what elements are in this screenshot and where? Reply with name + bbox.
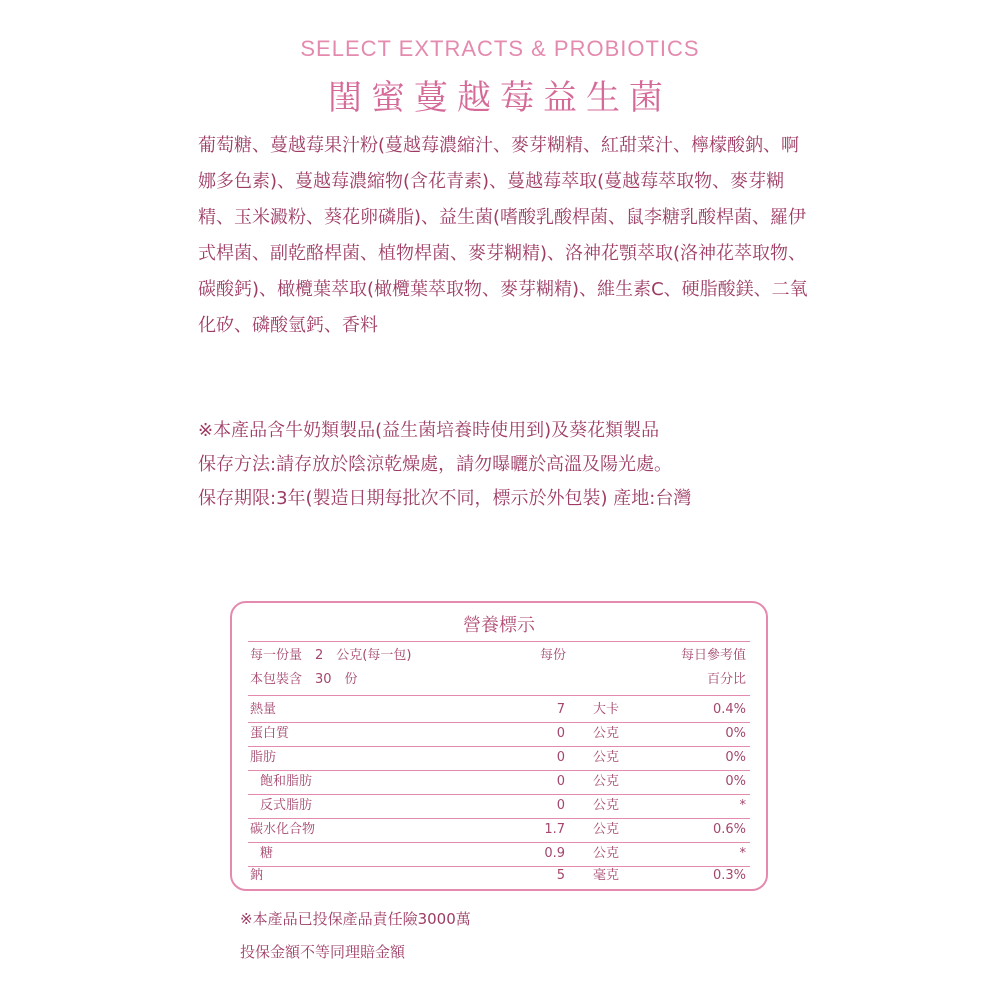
claim-note: 投保金額不等同理賠金額 bbox=[240, 943, 406, 961]
nutrient-label: 蛋白質 bbox=[250, 726, 290, 741]
nutrient-daily-value: 0.3% bbox=[712, 868, 746, 883]
nutrient-unit: 公克 bbox=[593, 846, 620, 861]
nutrient-daily-value: 0.6% bbox=[712, 822, 746, 837]
daily-value-header: 每日參考值 bbox=[680, 648, 746, 663]
nutrient-row bbox=[250, 795, 750, 817]
insurance-notes bbox=[240, 903, 760, 969]
brand-subtitle: SELECT EXTRACTS & PROBIOTICS bbox=[300, 36, 700, 61]
nutrient-value: 0 bbox=[556, 798, 565, 813]
nutrition-title: 營養標示 bbox=[463, 615, 535, 636]
nutrition-facts-panel bbox=[230, 601, 768, 891]
nutrient-unit: 公克 bbox=[593, 774, 620, 789]
nutrient-label: 脂肪 bbox=[250, 750, 277, 765]
nutrient-label: 飽和脂肪 bbox=[260, 774, 313, 789]
serving-size: 每一份量 2 公克(每一包) bbox=[250, 648, 412, 663]
nutrient-row bbox=[250, 723, 750, 745]
nutrient-label: 反式脂肪 bbox=[260, 798, 313, 813]
nutrient-row bbox=[250, 771, 750, 793]
allergen-note: ※本產品含牛奶類製品(益生菌培養時使用到)及葵花類製品 bbox=[198, 420, 660, 441]
nutrient-row bbox=[250, 819, 750, 841]
servings-per-package: 本包裝含 30 份 bbox=[250, 672, 358, 687]
shelf-life-note: 保存期限:3年(製造日期每批次不同，標示於外包裝) 產地:台灣 bbox=[198, 488, 692, 509]
ingredients-list: 葡萄糖、蔓越莓果汁粉(蔓越莓濃縮汁、麥芽糊精、紅甜菜汁、檸檬酸鈉、啊娜多色素)、蔓越莓濃縮物(含花青素)、蔓越莓萃取(蔓越莓萃取物、麥芽糊精、玉米澱粉、葵花卵磷脂)、益生菌(嗜酸乳酸桿菌、鼠李糖乳酸桿菌、羅伊式桿菌、副乾酪桿菌、植物桿菌、麥芽糊精)、洛神花顎萃取(洛神花萃取物、碳酸鈣)、橄欖葉萃取(橄欖葉萃取物、麥芽糊精)、維生素C、硬脂酸鎂、二氧化矽、磷酸氫鈣、香料 bbox=[198, 135, 808, 336]
nutrient-daily-value: 0% bbox=[725, 750, 746, 765]
nutrient-row bbox=[250, 747, 750, 769]
serving-size-row bbox=[250, 645, 750, 667]
nutrient-unit: 毫克 bbox=[593, 868, 620, 883]
nutrient-value: 0 bbox=[556, 774, 565, 789]
nutrient-value: 0 bbox=[556, 726, 565, 741]
nutrient-daily-value: 0.4% bbox=[712, 702, 746, 717]
nutrient-daily-value: 0% bbox=[725, 774, 746, 789]
nutrient-value: 7 bbox=[556, 702, 565, 717]
nutrient-row bbox=[250, 865, 750, 887]
nutrient-label: 碳水化合物 bbox=[250, 822, 316, 837]
storage-note: 保存方法:請存放於陰涼乾燥處，請勿曝曬於高溫及陽光處。 bbox=[198, 454, 673, 475]
percent-label: 百分比 bbox=[706, 672, 746, 687]
nutrient-value: 0 bbox=[556, 750, 565, 765]
divider bbox=[248, 695, 750, 696]
nutrient-label: 熱量 bbox=[250, 702, 277, 717]
nutrient-unit: 公克 bbox=[593, 822, 620, 837]
nutrient-daily-value: 0% bbox=[725, 726, 746, 741]
nutrient-value: 0.9 bbox=[544, 846, 565, 861]
nutrient-unit: 公克 bbox=[593, 726, 620, 741]
nutrient-row bbox=[250, 843, 750, 865]
nutrient-unit: 大卡 bbox=[593, 702, 620, 717]
nutrient-label: 鈉 bbox=[250, 868, 264, 883]
product-title: 閨蜜蔓越莓益生菌 bbox=[328, 78, 672, 118]
insurance-note: ※本產品已投保產品責任險3000萬 bbox=[240, 910, 471, 928]
nutrient-row bbox=[250, 699, 750, 721]
nutrient-value: 1.7 bbox=[544, 822, 565, 837]
product-notes bbox=[198, 414, 818, 516]
servings-per-package-row bbox=[250, 669, 750, 691]
nutrient-daily-value: * bbox=[739, 798, 746, 813]
nutrient-unit: 公克 bbox=[593, 750, 620, 765]
nutrient-unit: 公克 bbox=[593, 798, 620, 813]
nutrient-value: 5 bbox=[556, 868, 565, 883]
divider bbox=[248, 641, 750, 642]
per-serving-header: 每份 bbox=[540, 648, 567, 663]
nutrient-label: 糖 bbox=[260, 846, 274, 861]
nutrient-daily-value: * bbox=[739, 846, 746, 861]
